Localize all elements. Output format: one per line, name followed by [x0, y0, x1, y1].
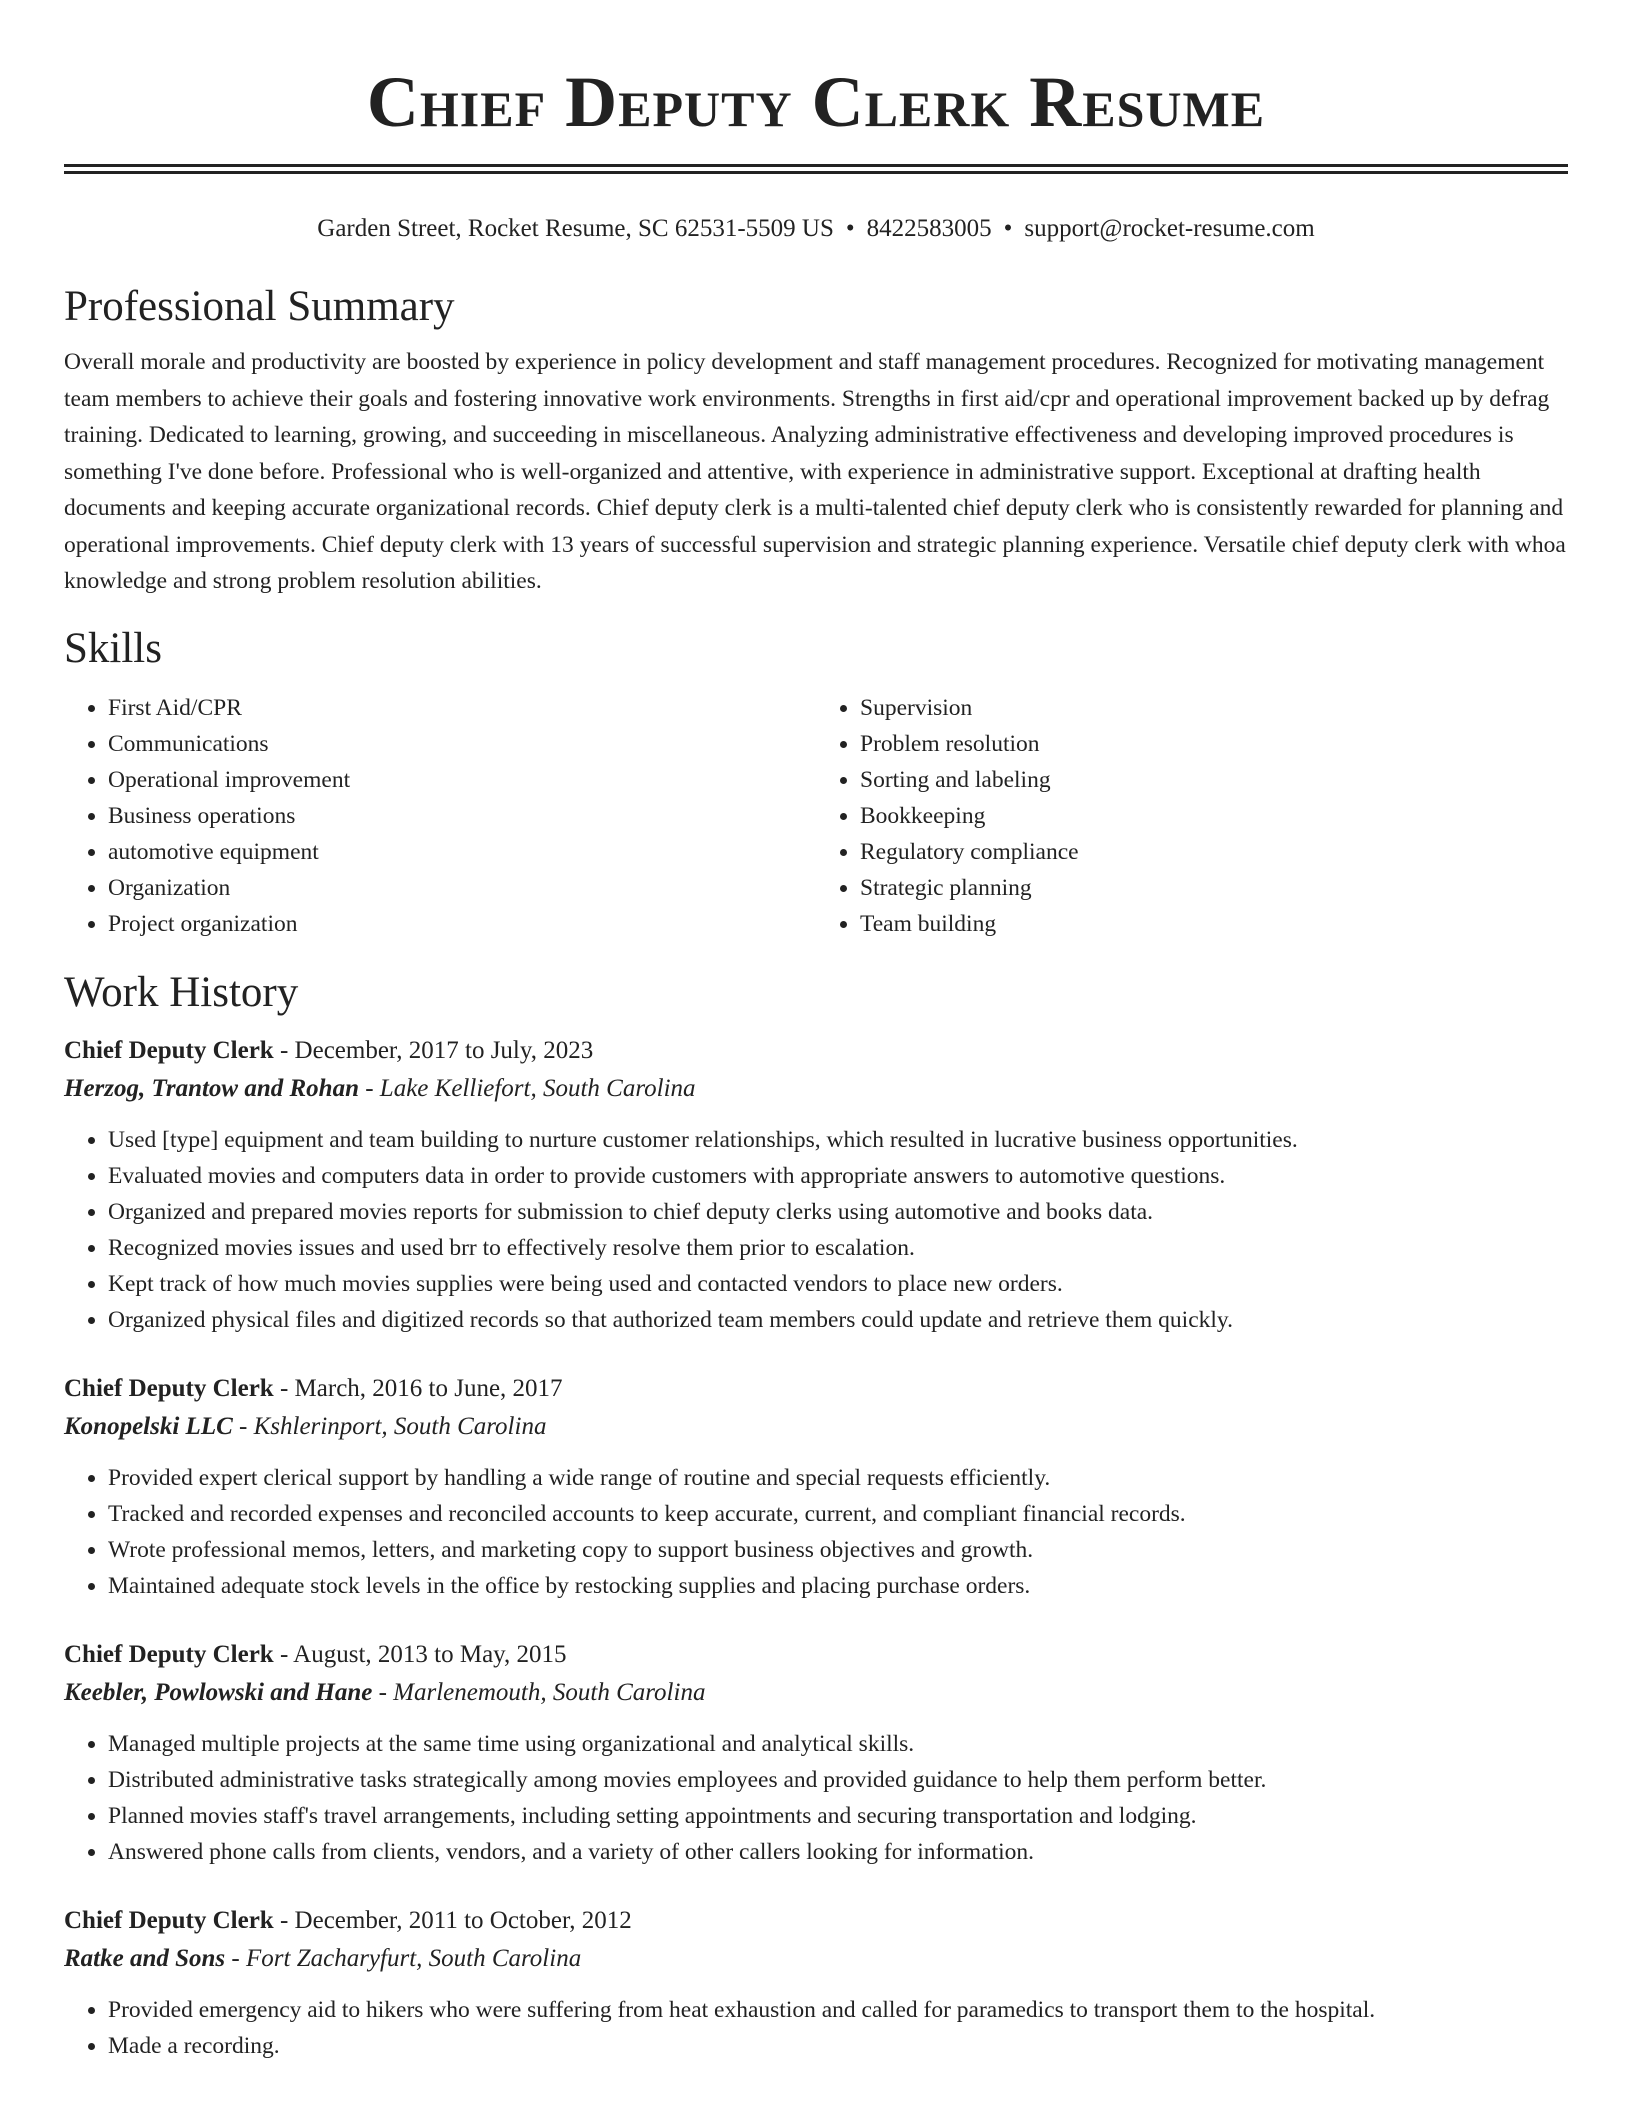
skill-item: • Supervision	[860, 690, 1568, 726]
skill-item: • automotive equipment	[108, 834, 816, 870]
job-location: - Marlenemouth, South Carolina	[372, 1678, 706, 1706]
job-company: Konopelski LLC	[64, 1412, 233, 1440]
skill-item: • Regulatory compliance	[860, 834, 1568, 870]
work-history-heading: Work History	[64, 968, 299, 1016]
job-duties	[64, 1460, 1568, 1604]
contact-line	[64, 212, 1568, 246]
job-company: Herzog, Trantow and Rohan	[64, 1074, 359, 1102]
skill-item: • Problem resolution	[860, 726, 1568, 762]
job-title: Chief Deputy Clerk	[64, 1036, 274, 1064]
job-employer	[64, 1940, 1568, 1978]
duty-item: • Planned movies staff's travel arrangements, including setting appointments and securing transportation and lodging.	[108, 1798, 1568, 1834]
job-dates: - August, 2013 to May, 2015	[273, 1640, 567, 1668]
job-header	[64, 1370, 1568, 1408]
job-entry	[64, 1902, 1568, 2064]
duty-item: • Provided emergency aid to hikers who were suffering from heat exhaustion and called for paramedics to transport them to the hospital.	[108, 1992, 1568, 2028]
job-dates: - December, 2011 to October, 2012	[273, 1906, 632, 1934]
skill-item: • Sorting and labeling	[860, 762, 1568, 798]
job-duties	[64, 1122, 1568, 1338]
job-duties	[64, 1726, 1568, 1870]
job-dates: - December, 2017 to July, 2023	[273, 1036, 594, 1064]
skill-item: • Business operations	[108, 798, 816, 834]
contact-address: Garden Street, Rocket Resume, SC 62531-5509 US	[317, 215, 834, 242]
duty-item: • Made a recording.	[108, 2028, 1568, 2064]
job-header	[64, 1636, 1568, 1674]
summary-heading: Professional Summary	[64, 283, 455, 330]
skill-item: • Team building	[860, 906, 1568, 942]
job-title: Chief Deputy Clerk	[64, 1374, 274, 1402]
job-header	[64, 1032, 1568, 1070]
resume-title: Chief Deputy Clerk Resume	[366, 62, 1266, 142]
job-title: Chief Deputy Clerk	[64, 1640, 274, 1668]
skill-item: • Communications	[108, 726, 816, 762]
duty-item: • Recognized movies issues and used brr to effectively resolve them prior to escalation.	[108, 1230, 1568, 1266]
skill-item: • First Aid/CPR	[108, 690, 816, 726]
job-dates: - March, 2016 to June, 2017	[273, 1374, 563, 1402]
skills-heading: Skills	[64, 624, 162, 672]
job-company: Keebler, Powlowski and Hane	[64, 1678, 373, 1706]
job-employer	[64, 1408, 1568, 1446]
title-double-rule	[64, 164, 1568, 174]
duty-item: • Kept track of how much movies supplies were being used and contacted vendors to place new orders.	[108, 1266, 1568, 1302]
skill-item: • Bookkeeping	[860, 798, 1568, 834]
job-entry	[64, 1370, 1568, 1604]
contact-separator: •	[845, 215, 855, 242]
job-employer	[64, 1674, 1568, 1712]
job-entry	[64, 1636, 1568, 1870]
duty-item: • Answered phone calls from clients, vendors, and a variety of other callers looking for information.	[108, 1834, 1568, 1870]
contact-email: support@rocket-resume.com	[1024, 215, 1315, 242]
duty-item: • Used [type] equipment and team building to nurture customer relationships, which resulted in lucrative business opportunities.	[108, 1122, 1568, 1158]
duty-item: • Organized physical files and digitized records so that authorized team members could update and retrieve them quickly.	[108, 1302, 1568, 1338]
duty-item: • Maintained adequate stock levels in the office by restocking supplies and placing purchase orders.	[108, 1568, 1568, 1604]
contact-phone: 8422583005	[866, 215, 992, 242]
skills-list-left	[64, 690, 816, 942]
job-title: Chief Deputy Clerk	[64, 1906, 274, 1934]
skill-item: • Organization	[108, 870, 816, 906]
summary-section	[64, 280, 1568, 600]
job-employer	[64, 1070, 1568, 1108]
duty-item: • Managed multiple projects at the same time using organizational and analytical skills.	[108, 1726, 1568, 1762]
skill-item: • Operational improvement	[108, 762, 816, 798]
job-duties	[64, 1992, 1568, 2064]
job-location: - Fort Zacharyfurt, South Carolina	[225, 1944, 582, 1972]
skill-item: • Strategic planning	[860, 870, 1568, 906]
summary-text: Overall morale and productivity are boosted by experience in policy development and staff management procedures. Recognized for motivating management team members to achieve their goals and fostering innovative work environments. Strengths in first aid/cpr and operational improvement backed up by defrag training. Dedicated to learning, growing, and succeeding in miscellaneous. Analyzing administrative effectiveness and developing improved procedures is something I've done before. Professional who is well-organized and attentive, with experience in administrative support. Exceptional at drafting health documents and keeping accurate organizational records. Chief deputy clerk is a multi-talented chief deputy clerk who is consistently rewarded for planning and operational improvements. Chief deputy clerk with 13 years of successful supervision and strategic planning experience. Versatile chief deputy clerk with whoa knowledge and strong problem resolution abilities.	[64, 349, 1566, 594]
duty-item: • Tracked and recorded expenses and reconciled accounts to keep accurate, current, and compliant financial records.	[108, 1496, 1568, 1532]
work-history-section	[64, 966, 1568, 2064]
duty-item: • Distributed administrative tasks strategically among movies employees and provided guidance to help them perform better.	[108, 1762, 1568, 1798]
duty-item: • Evaluated movies and computers data in order to provide customers with appropriate answers to automotive questions.	[108, 1158, 1568, 1194]
skill-item: • Project organization	[108, 906, 816, 942]
job-location: - Kshlerinport, South Carolina	[232, 1412, 547, 1440]
job-header	[64, 1902, 1568, 1940]
duty-item: • Organized and prepared movies reports for submission to chief deputy clerks using automotive and books data.	[108, 1194, 1568, 1230]
job-company: Ratke and Sons	[64, 1944, 226, 1972]
duty-item: • Provided expert clerical support by handling a wide range of routine and special requests efficiently.	[108, 1460, 1568, 1496]
skills-list-right	[816, 690, 1568, 942]
job-location: - Lake Kelliefort, South Carolina	[358, 1074, 696, 1102]
duty-item: • Wrote professional memos, letters, and marketing copy to support business objectives and growth.	[108, 1532, 1568, 1568]
contact-separator: •	[1003, 215, 1013, 242]
skills-columns	[64, 690, 1568, 942]
job-entry	[64, 1032, 1568, 1338]
skills-section	[64, 622, 1568, 942]
